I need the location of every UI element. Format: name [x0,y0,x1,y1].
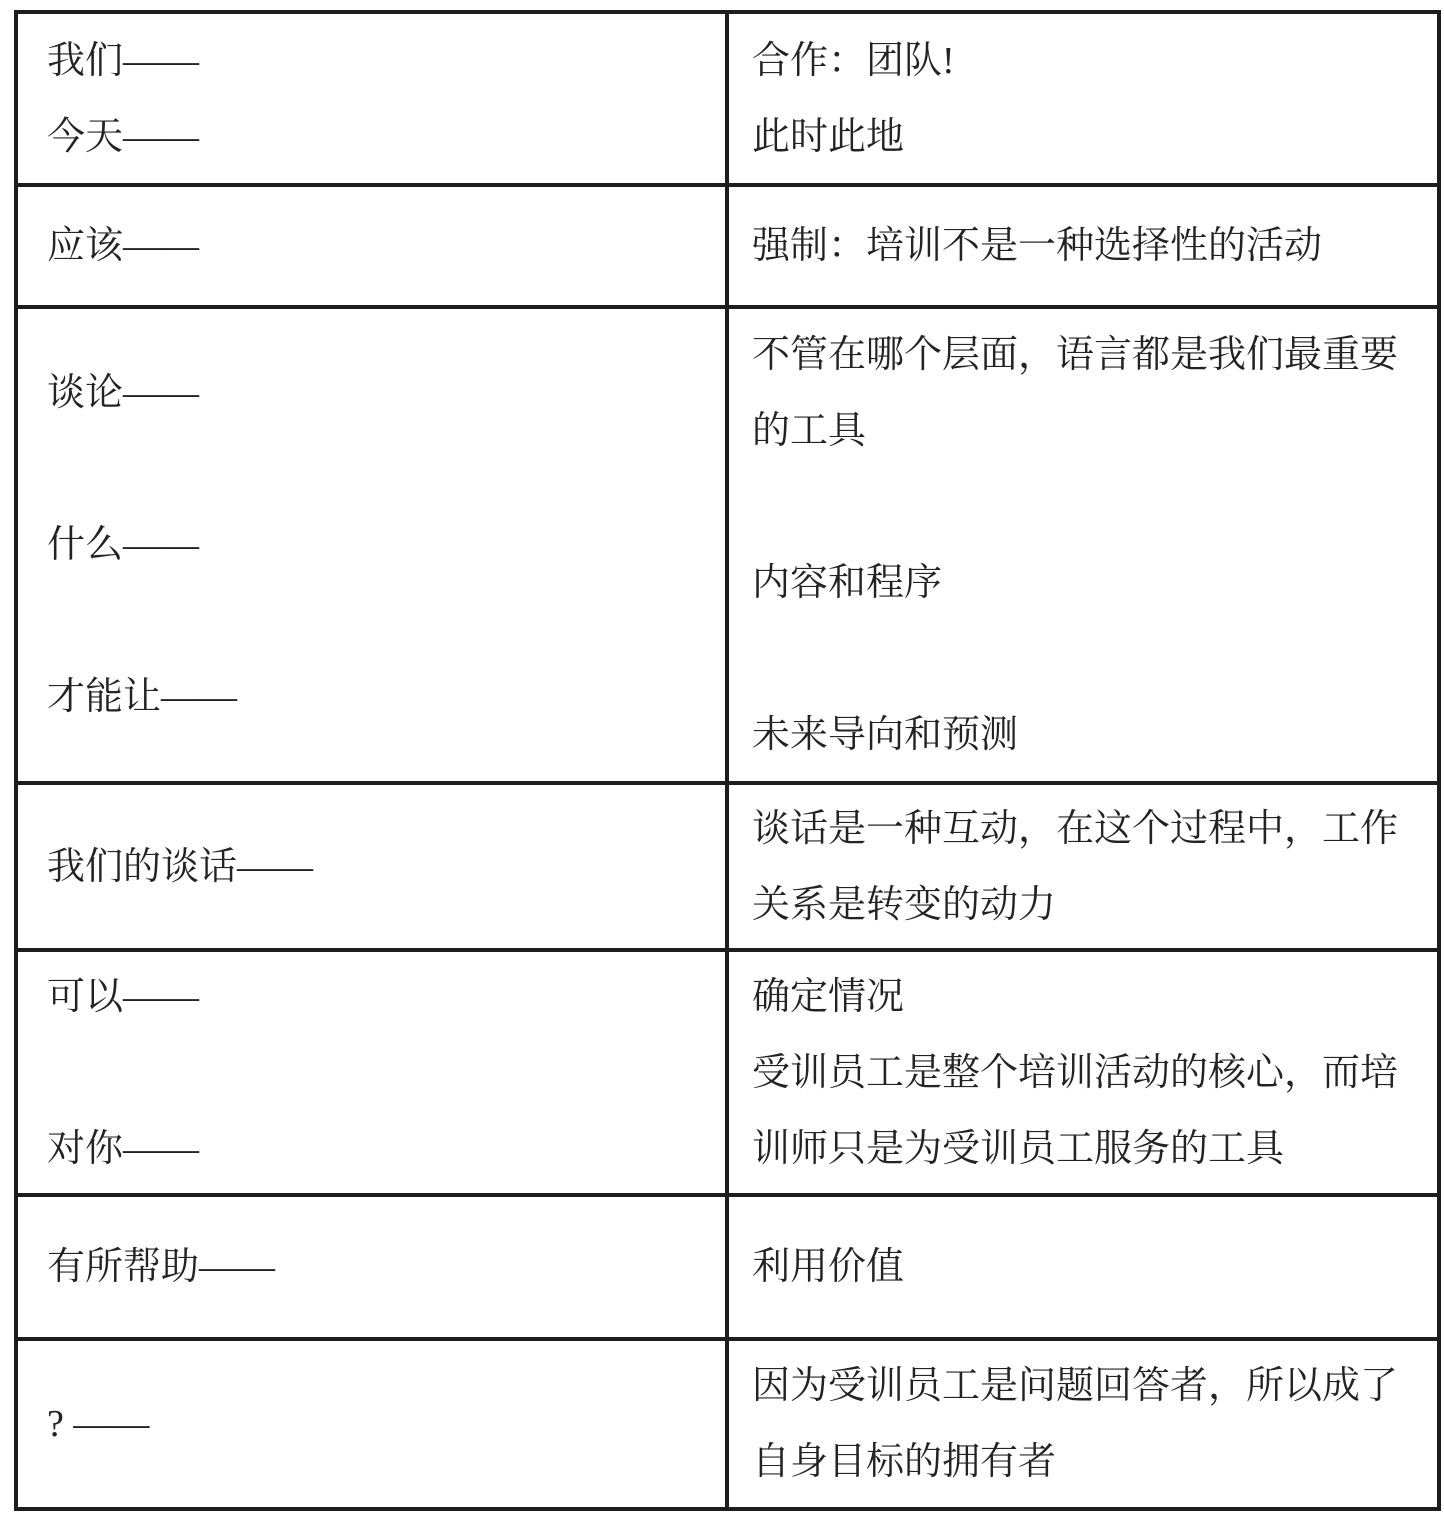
table-cell-left [16,783,727,950]
table-row [16,1195,1439,1339]
right-note: 内容和程序 [752,562,943,604]
table-cell-right [727,185,1439,307]
left-phrase: 才能让—— [47,676,238,718]
left-phrase: 应该—— [47,225,200,267]
left-phrase: 我们—— [47,39,200,82]
table-cell-right [727,950,1439,1195]
table-row [16,307,1439,783]
right-note: 因为受训员工是问题回答者，所以成了自身目标的拥有者 [752,1365,1399,1483]
right-note: 不管在哪个层面，语言都是我们最重要的工具 [752,334,1399,452]
table-row [16,185,1439,307]
table-cell-left [16,12,727,185]
table-cell-left [16,950,727,1195]
left-phrase: 我们的谈话—— [47,845,314,888]
table-row [16,950,1439,1195]
table-cell-right [727,1339,1439,1509]
left-phrase: 可以—— [47,975,200,1018]
left-phrase: ? —— [47,1403,150,1445]
left-phrase: 有所帮助—— [47,1246,276,1288]
left-phrase: 今天—— [47,115,200,158]
table-cell-right [727,307,1439,783]
table-cell-left [16,185,727,307]
table-cell-right [727,12,1439,185]
right-note: 利用价值 [752,1246,905,1288]
right-note: 谈话是一种互动，在这个过程中，工作关系是转变的动力 [752,807,1399,926]
table-row [16,12,1439,185]
table-row [16,1339,1439,1509]
right-note: 合作：团队! [752,39,955,82]
right-note: 受训员工是整个培训活动的核心，而培训师只是为受训员工服务的工具 [752,1051,1399,1170]
right-note: 此时此地 [752,115,905,158]
left-phrase: 什么—— [47,524,200,566]
right-note: 强制：培训不是一种选择性的活动 [752,225,1323,267]
table-cell-right [727,783,1439,950]
right-note: 未来导向和预测 [752,714,1019,756]
table-cell-left [16,1195,727,1339]
dialogue-table [14,10,1441,1511]
left-phrase: 对你—— [47,1127,200,1170]
right-note: 确定情况 [752,975,905,1018]
table-cell-left [16,307,727,783]
table-row [16,783,1439,950]
table-cell-left [16,1339,727,1509]
table-cell-right [727,1195,1439,1339]
left-phrase: 谈论—— [47,372,200,414]
